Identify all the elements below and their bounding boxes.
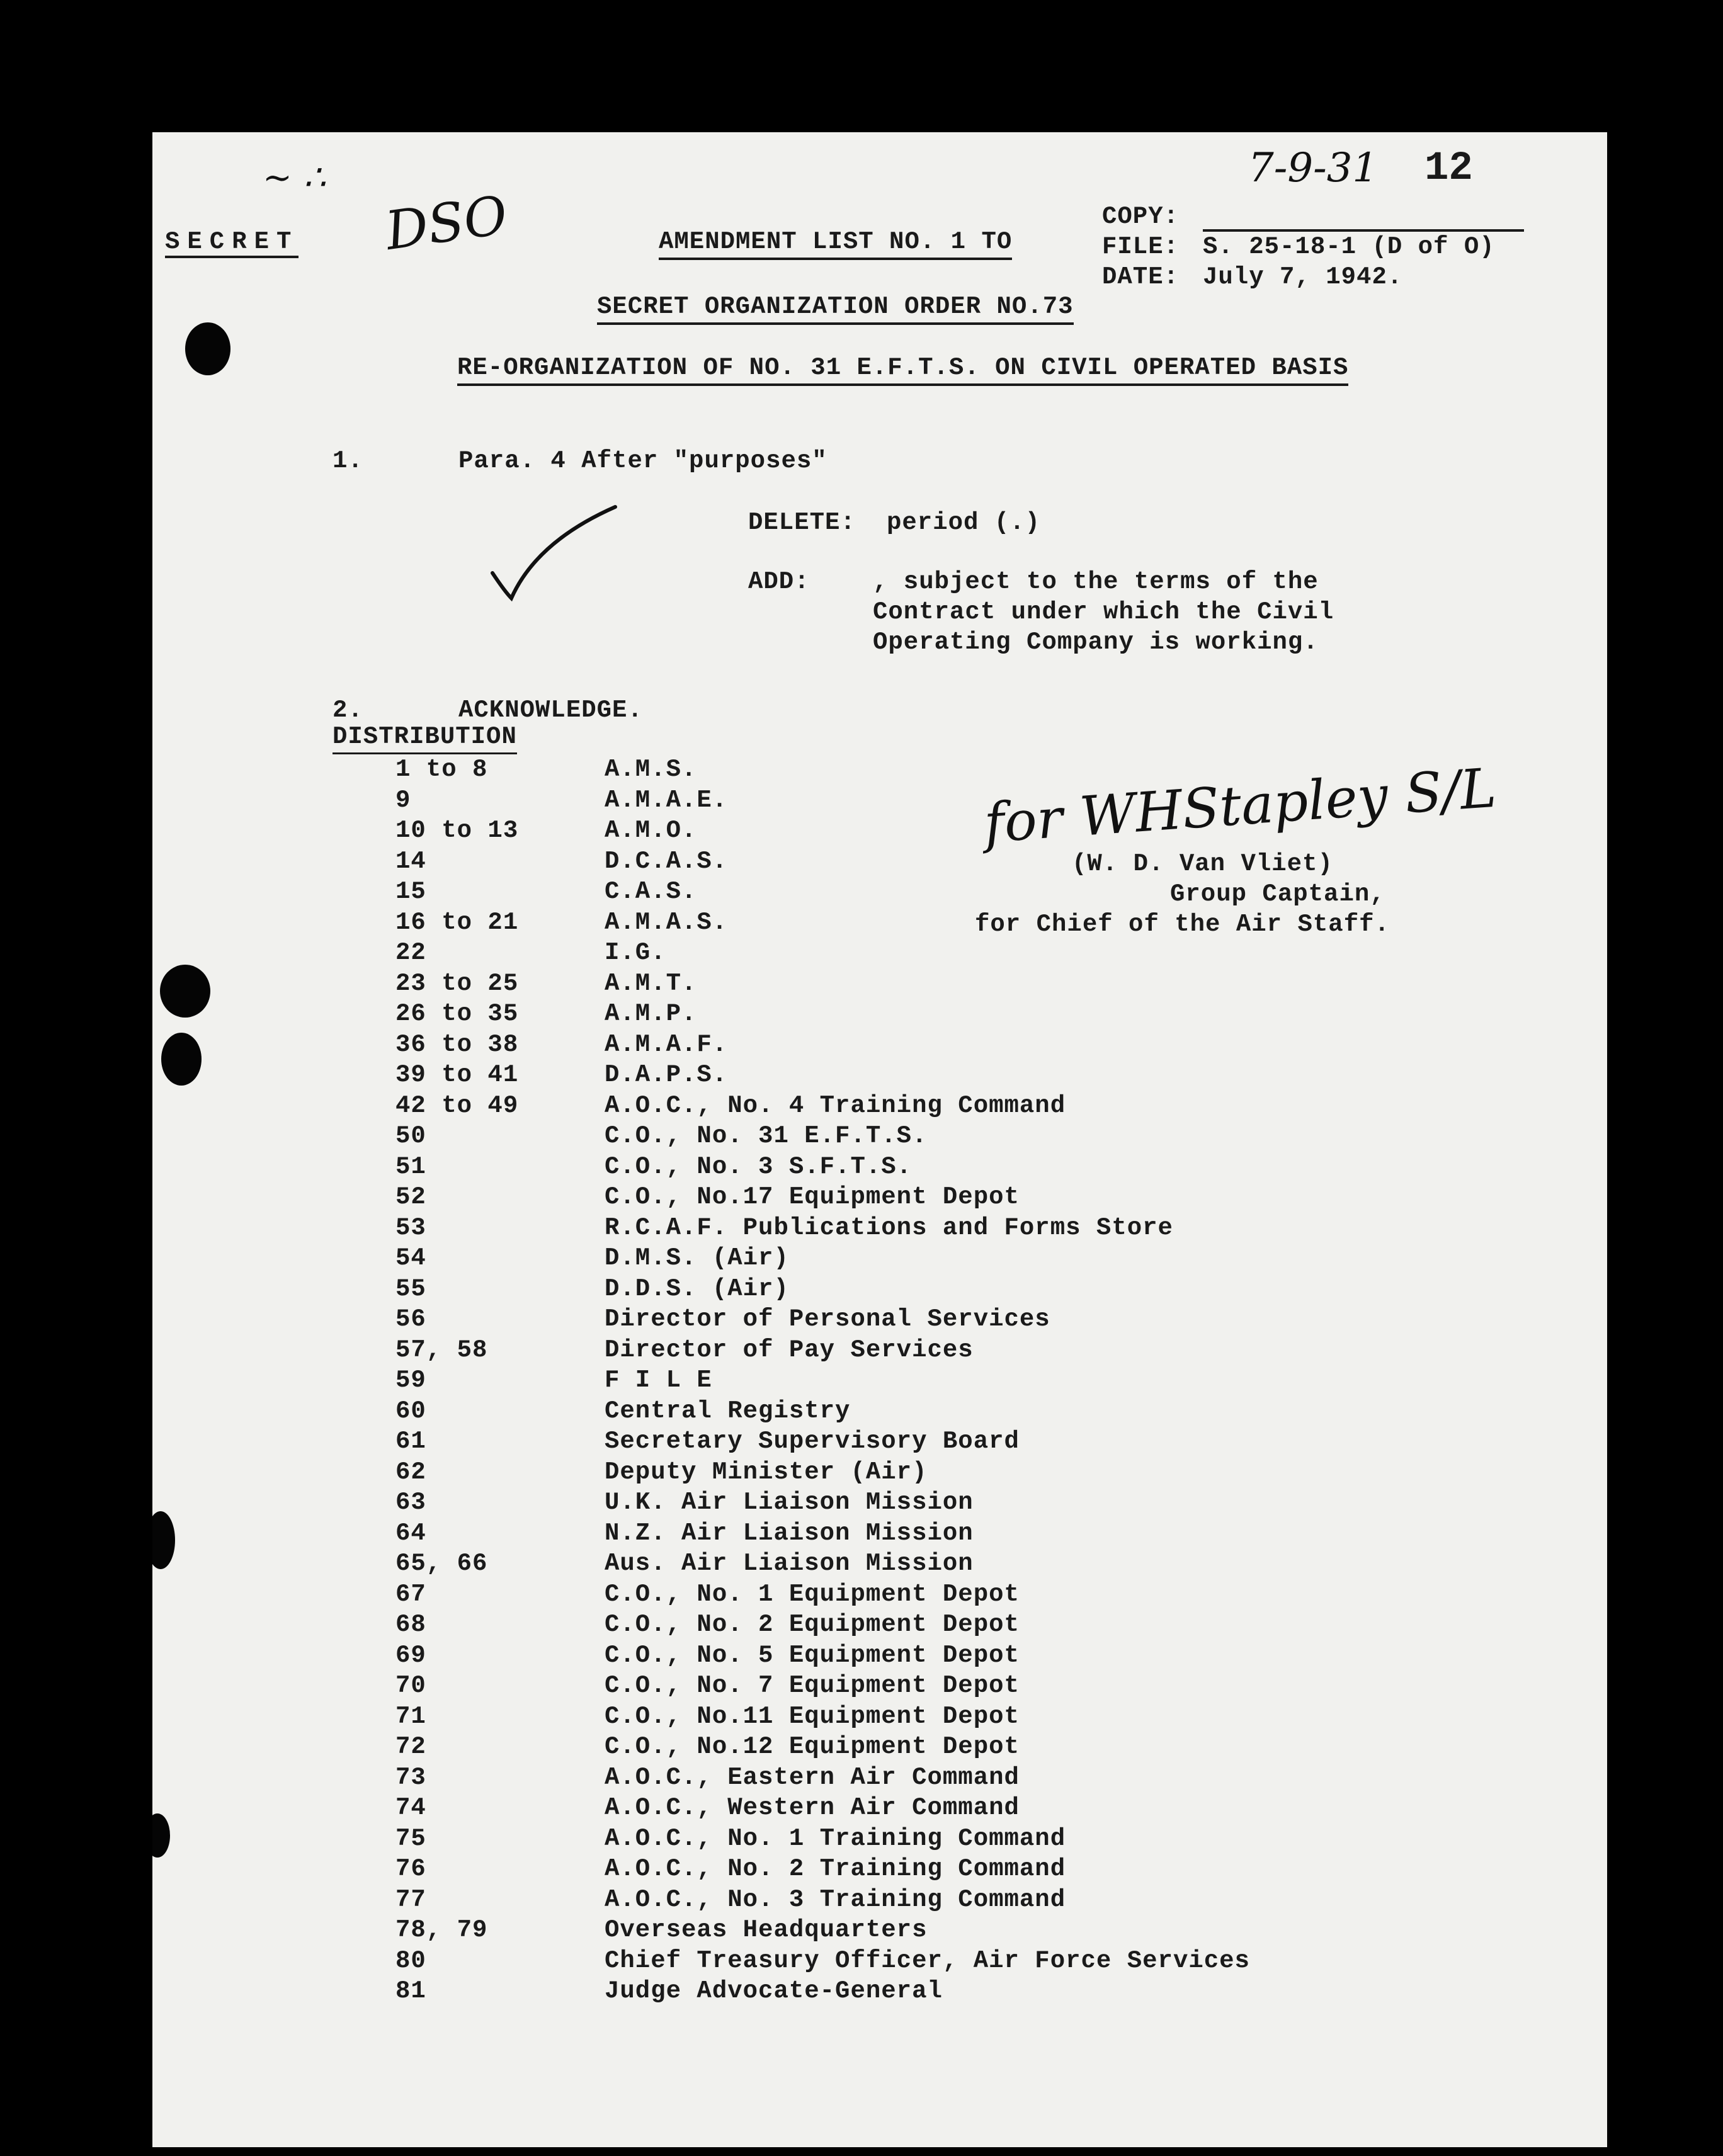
punch-hole <box>160 965 210 1018</box>
distribution-recipient: A.M.S. <box>605 756 697 783</box>
distribution-copy-numbers: 78, 79 <box>395 1916 488 1944</box>
signatory-rank: Group Captain, <box>1170 880 1385 908</box>
add-line-2: Contract under which the Civil <box>873 598 1334 626</box>
distribution-copy-numbers: 10 to 13 <box>395 817 519 844</box>
distribution-copy-numbers: 69 <box>395 1641 426 1669</box>
distribution-copy-numbers: 55 <box>395 1274 426 1303</box>
distribution-copy-numbers: 26 to 35 <box>395 1000 519 1028</box>
date-label: DATE: <box>1102 263 1180 291</box>
distribution-copy-numbers: 74 <box>395 1794 426 1822</box>
distribution-recipient: C.O., No. 31 E.F.T.S. <box>605 1122 928 1150</box>
distribution-recipient: A.O.C., No. 4 Training Command <box>605 1091 1066 1120</box>
distribution-row <box>395 1855 1277 1885</box>
distribution-copy-numbers: 65, 66 <box>395 1550 488 1577</box>
file-label: FILE: <box>1102 233 1180 261</box>
distribution-copy-numbers: 77 <box>395 1885 426 1914</box>
amendment-title: AMENDMENT LIST NO. 1 TO <box>659 228 1012 260</box>
distribution-copy-numbers: 81 <box>395 1977 426 2005</box>
distribution-recipient: Deputy Minister (Air) <box>605 1458 928 1486</box>
distribution-row <box>395 1336 1277 1366</box>
distribution-copy-numbers: 15 <box>395 878 426 905</box>
distribution-row <box>395 1642 1277 1672</box>
distribution-recipient: N.Z. Air Liaison Mission <box>605 1519 974 1547</box>
distribution-row <box>395 1489 1277 1519</box>
distribution-copy-numbers: 64 <box>395 1519 426 1547</box>
check-mark-icon <box>486 504 625 604</box>
distribution-recipient: A.M.A.E. <box>605 786 728 814</box>
distribution-row <box>395 1092 1277 1122</box>
distribution-row <box>395 1031 1277 1061</box>
distribution-copy-numbers: 51 <box>395 1152 426 1181</box>
distribution-recipient: A.O.C., No. 3 Training Command <box>605 1885 1066 1914</box>
distribution-recipient: A.O.C., Western Air Command <box>605 1794 1020 1822</box>
distribution-copy-numbers: 1 to 8 <box>395 756 488 783</box>
distribution-recipient: F I L E <box>605 1366 712 1394</box>
file-rule <box>1203 229 1524 232</box>
classification-label: SECRET <box>165 228 299 258</box>
distribution-row <box>395 1519 1277 1550</box>
distribution-copy-numbers: 14 <box>395 847 426 875</box>
distribution-copy-numbers: 56 <box>395 1305 426 1333</box>
distribution-copy-numbers: 60 <box>395 1397 426 1425</box>
distribution-copy-numbers: 71 <box>395 1702 426 1730</box>
order-title: SECRET ORGANIZATION ORDER NO.73 <box>597 293 1074 325</box>
distribution-row <box>395 1183 1277 1213</box>
distribution-row <box>395 1458 1277 1489</box>
signatory-name: (W. D. Van Vliet) <box>1072 850 1333 878</box>
distribution-copy-numbers: 57, 58 <box>395 1336 488 1364</box>
distribution-copy-numbers: 23 to 25 <box>395 969 519 997</box>
distribution-recipient: D.M.S. (Air) <box>605 1244 789 1272</box>
distribution-recipient: Chief Treasury Officer, Air Force Services <box>605 1946 1250 1975</box>
distribution-copy-numbers: 54 <box>395 1244 426 1272</box>
distribution-copy-numbers: 61 <box>395 1427 426 1455</box>
distribution-recipient: Secretary Supervisory Board <box>605 1427 1020 1455</box>
distribution-recipient: C.A.S. <box>605 878 697 905</box>
distribution-recipient: D.D.S. (Air) <box>605 1274 789 1303</box>
distribution-copy-numbers: 68 <box>395 1611 426 1638</box>
distribution-recipient: A.M.O. <box>605 817 697 844</box>
distribution-copy-numbers: 62 <box>395 1458 426 1486</box>
item-2-text: ACKNOWLEDGE. <box>458 696 643 724</box>
distribution-recipient: C.O., No.17 Equipment Depot <box>605 1183 1020 1211</box>
distribution-copy-numbers: 53 <box>395 1213 426 1242</box>
distribution-recipient: A.O.C., No. 2 Training Command <box>605 1855 1066 1883</box>
distribution-copy-numbers: 67 <box>395 1580 426 1608</box>
distribution-copy-numbers: 73 <box>395 1763 426 1791</box>
distribution-recipient: Director of Pay Services <box>605 1336 974 1364</box>
add-line-3: Operating Company is working. <box>873 628 1319 656</box>
distribution-copy-numbers: 75 <box>395 1824 426 1852</box>
distribution-recipient: D.A.P.S. <box>605 1061 728 1089</box>
distribution-recipient: C.O., No.11 Equipment Depot <box>605 1702 1020 1730</box>
document-page <box>152 132 1607 2147</box>
file-number: S. 25-18-1 (D of O) <box>1203 233 1495 261</box>
distribution-row <box>395 1733 1277 1763</box>
copy-label: COPY: <box>1102 203 1180 230</box>
distribution-recipient: C.O., No. 5 Equipment Depot <box>605 1641 1020 1669</box>
item-2-number: 2. <box>333 696 363 724</box>
distribution-row <box>395 1061 1277 1091</box>
distribution-row <box>395 1550 1277 1580</box>
distribution-copy-numbers: 76 <box>395 1855 426 1883</box>
distribution-row <box>395 1580 1277 1611</box>
punch-hole <box>161 1033 202 1086</box>
distribution-recipient: A.O.C., Eastern Air Command <box>605 1763 1020 1791</box>
distribution-recipient: C.O., No. 1 Equipment Depot <box>605 1580 1020 1608</box>
distribution-recipient: I.G. <box>605 939 666 967</box>
subject-title: RE-ORGANIZATION OF NO. 31 E.F.T.S. ON CIVIL OPERATED BASIS <box>457 354 1348 386</box>
signatory-title: for Chief of the Air Staff. <box>975 911 1390 938</box>
distribution-recipient: C.O., No.12 Equipment Depot <box>605 1733 1020 1761</box>
distribution-recipient: Aus. Air Liaison Mission <box>605 1550 974 1577</box>
distribution-row <box>395 1000 1277 1030</box>
distribution-copy-numbers: 9 <box>395 786 411 814</box>
distribution-recipient: C.O., No. 2 Equipment Depot <box>605 1611 1020 1638</box>
punch-hole <box>152 1511 175 1569</box>
document-date: July 7, 1942. <box>1203 263 1403 291</box>
handwritten-mark: ~ ∴ <box>263 157 326 198</box>
distribution-row <box>395 1122 1277 1152</box>
distribution-row <box>395 1275 1277 1305</box>
distribution-row <box>395 1703 1277 1733</box>
distribution-recipient: Director of Personal Services <box>605 1305 1050 1333</box>
item-1-text: Para. 4 After "purposes" <box>458 447 827 475</box>
delete-value: period (.) <box>887 509 1041 536</box>
distribution-copy-numbers: 59 <box>395 1366 426 1394</box>
distribution-row <box>395 1916 1277 1946</box>
distribution-copy-numbers: 16 to 21 <box>395 908 519 936</box>
distribution-row <box>395 878 1277 908</box>
distribution-row <box>395 1214 1277 1244</box>
distribution-copy-numbers: 63 <box>395 1489 426 1516</box>
distribution-recipient: D.C.A.S. <box>605 847 728 875</box>
distribution-recipient: R.C.A.F. Publications and Forms Store <box>605 1213 1173 1242</box>
add-line-1: , subject to the terms of the <box>873 568 1319 596</box>
distribution-recipient: Judge Advocate-General <box>605 1977 943 2005</box>
handwritten-signature: for WHStapley S/L <box>982 756 1499 856</box>
page-number: 12 <box>1424 146 1473 191</box>
distribution-copy-numbers: 72 <box>395 1733 426 1761</box>
distribution-row <box>395 1153 1277 1183</box>
distribution-recipient: U.K. Air Liaison Mission <box>605 1489 974 1516</box>
distribution-copy-numbers: 39 to 41 <box>395 1061 519 1089</box>
distribution-row <box>395 1947 1277 1977</box>
distribution-copy-numbers: 80 <box>395 1946 426 1975</box>
distribution-recipient: A.M.A.S. <box>605 908 728 936</box>
distribution-row <box>395 1977 1277 2007</box>
distribution-row <box>395 1397 1277 1427</box>
distribution-row <box>395 970 1277 1000</box>
handwritten-initials: DSO <box>382 183 511 263</box>
distribution-heading: DISTRIBUTION <box>333 723 517 754</box>
distribution-copy-numbers: 70 <box>395 1672 426 1699</box>
distribution-recipient: A.M.A.F. <box>605 1030 728 1058</box>
distribution-copy-numbers: 42 to 49 <box>395 1091 519 1120</box>
distribution-recipient: A.M.T. <box>605 969 697 997</box>
distribution-copy-numbers: 36 to 38 <box>395 1030 519 1058</box>
distribution-recipient: C.O., No. 7 Equipment Depot <box>605 1672 1020 1699</box>
distribution-copy-numbers: 22 <box>395 939 426 967</box>
distribution-row <box>395 1672 1277 1702</box>
distribution-copy-numbers: 52 <box>395 1183 426 1211</box>
distribution-row <box>395 1611 1277 1641</box>
distribution-row <box>395 1886 1277 1916</box>
punch-hole <box>152 1813 170 1858</box>
delete-label: DELETE: <box>748 509 856 536</box>
distribution-row <box>395 939 1277 969</box>
distribution-list <box>395 756 1277 2028</box>
distribution-copy-numbers: 50 <box>395 1122 426 1150</box>
handwritten-date: 7-9-31 <box>1248 145 1379 191</box>
distribution-recipient: C.O., No. 3 S.F.T.S. <box>605 1152 913 1181</box>
distribution-row <box>395 1794 1277 1824</box>
distribution-recipient: Overseas Headquarters <box>605 1916 928 1944</box>
distribution-recipient: A.O.C., No. 1 Training Command <box>605 1824 1066 1852</box>
distribution-recipient: A.M.P. <box>605 1000 697 1028</box>
item-1-number: 1. <box>333 447 363 475</box>
distribution-row <box>395 1825 1277 1855</box>
add-label: ADD: <box>748 568 810 596</box>
punch-hole <box>185 322 230 375</box>
distribution-row <box>395 1305 1277 1336</box>
distribution-row <box>395 1244 1277 1274</box>
distribution-row <box>395 1366 1277 1397</box>
distribution-recipient: Central Registry <box>605 1397 851 1425</box>
distribution-row <box>395 1764 1277 1794</box>
distribution-row <box>395 1427 1277 1458</box>
